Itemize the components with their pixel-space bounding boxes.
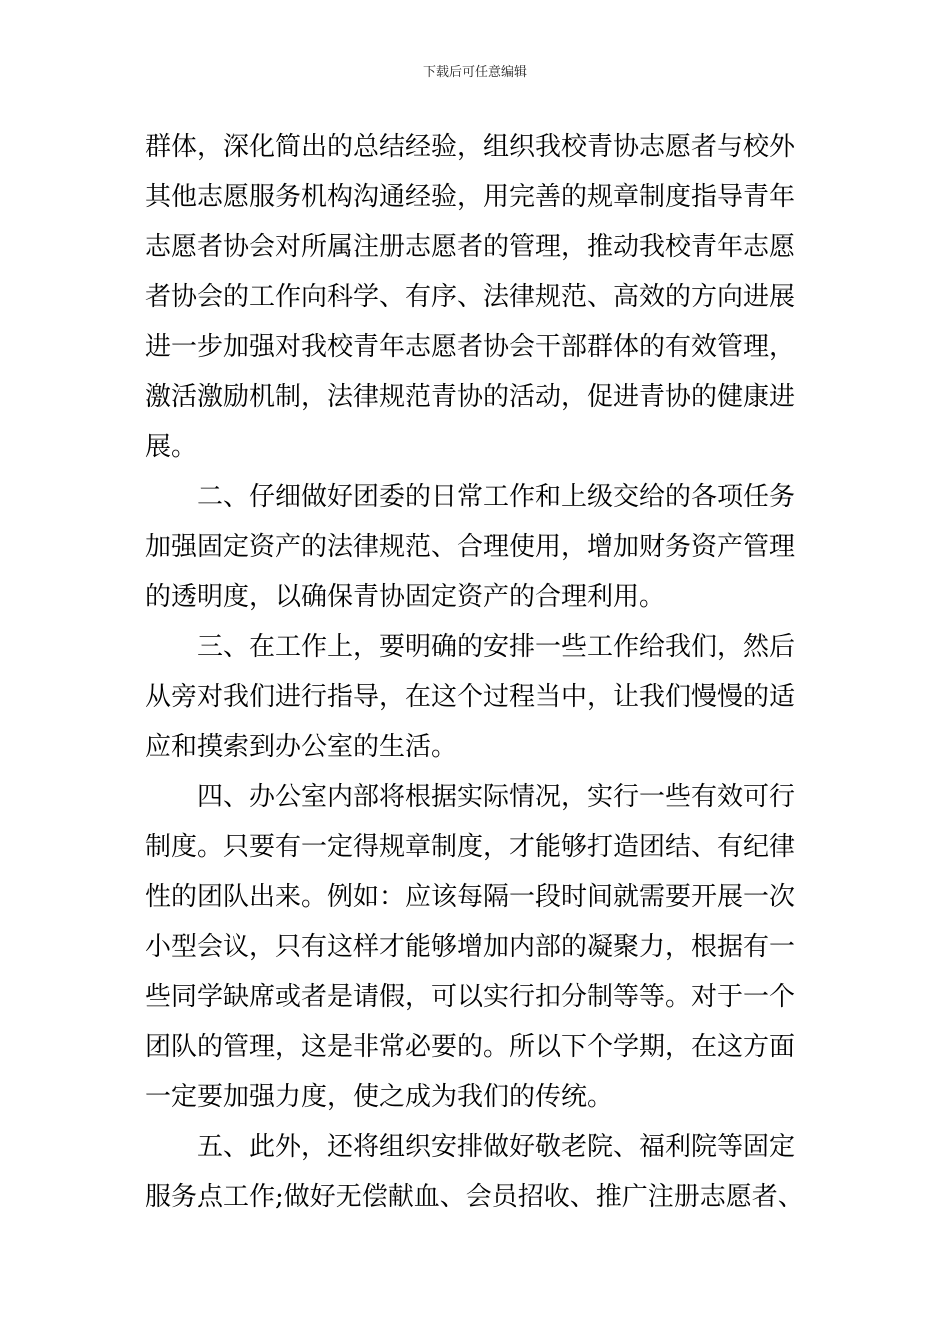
text-line: 展。 (145, 432, 198, 462)
text-line: 性的团队出来。例如：应该每隔一段时间就需要开展一次 (145, 882, 796, 912)
text-line: 小型会议，只有这样才能够增加内部的凝聚力，根据有一 (145, 932, 796, 962)
text-line: 应和摸索到办公室的生活。 (145, 732, 458, 762)
text-line: 群体，深化简出的总结经验，组织我校青协志愿者与校外 (145, 132, 796, 162)
paragraph-start-line: 三、在工作上，要明确的安排一些工作给我们，然后 (197, 632, 796, 662)
paragraph-start-line: 五、此外，还将组织安排做好敬老院、福利院等固定 (197, 1132, 796, 1162)
text-line: 的透明度，以确保青协固定资产的合理利用。 (145, 582, 666, 612)
paragraph-start-line: 二、仔细做好团委的日常工作和上级交给的各项任务 (197, 482, 796, 512)
text-line: 激活激励机制，法律规范青协的活动，促进青协的健康进 (145, 382, 796, 412)
text-line: 从旁对我们进行指导，在这个过程当中，让我们慢慢的适 (145, 682, 796, 712)
paragraph-start-line: 四、办公室内部将根据实际情况，实行一些有效可行 (197, 782, 796, 812)
text-line: 团队的管理，这是非常必要的。所以下个学期，在这方面 (145, 1032, 796, 1062)
text-line: 其他志愿服务机构沟通经验，用完善的规章制度指导青年 (145, 182, 796, 212)
text-line: 服务点工作;做好无偿献血、会员招收、推广注册志愿者、 (145, 1182, 804, 1212)
text-line: 进一步加强对我校青年志愿者协会干部群体的有效管理， (145, 332, 796, 362)
text-line: 制度。只要有一定得规章制度，才能够打造团结、有纪律 (145, 832, 796, 862)
text-line: 些同学缺席或者是请假，可以实行扣分制等等。对于一个 (145, 982, 796, 1012)
text-line: 加强固定资产的法律规范、合理使用，增加财务资产管理 (145, 532, 796, 562)
text-line: 一定要加强力度，使之成为我们的传统。 (145, 1082, 614, 1112)
page-header: 下载后可任意编辑 (422, 65, 527, 80)
text-line: 志愿者协会对所属注册志愿者的管理，推动我校青年志愿 (145, 232, 796, 262)
document-body (145, 122, 807, 1222)
text-line: 者协会的工作向科学、有序、法律规范、高效的方向进展 (145, 282, 796, 312)
